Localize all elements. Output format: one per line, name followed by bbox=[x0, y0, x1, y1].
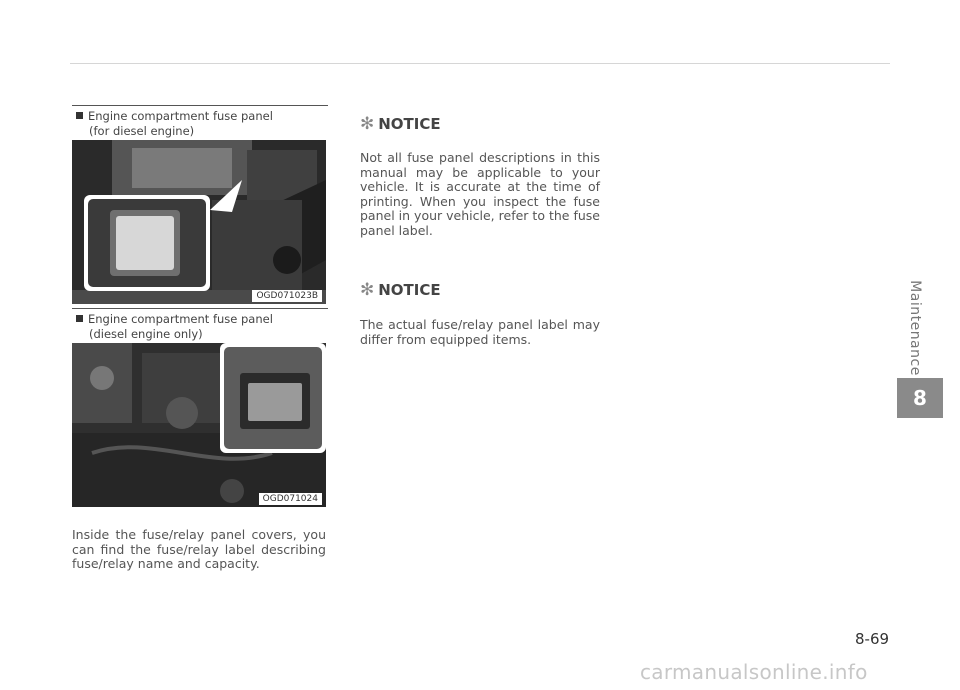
asterisk-star-icon: ✻ bbox=[360, 280, 375, 300]
square-bullet-icon bbox=[76, 112, 83, 119]
figure-1-caption-line2: (for diesel engine) bbox=[89, 124, 195, 138]
notice-1-heading bbox=[360, 114, 441, 134]
figure-1-photo bbox=[72, 140, 326, 304]
figure-2-caption bbox=[76, 312, 326, 342]
figure-2-caption-line2: (diesel engine only) bbox=[89, 327, 203, 341]
section-label-text: Maintenance bbox=[907, 280, 923, 376]
figure-2-top-rule bbox=[72, 308, 328, 309]
section-side-label bbox=[903, 282, 927, 374]
figure-1-top-rule bbox=[72, 105, 328, 106]
figure-1-code: OGD071023B bbox=[252, 290, 322, 302]
figure-1-caption bbox=[76, 109, 326, 139]
engine-fuse-panel-photo-1 bbox=[72, 140, 326, 304]
notice-2-text: The actual fuse/relay panel label may differ from equipped items. bbox=[360, 317, 600, 347]
page-number: 8-69 bbox=[855, 630, 890, 648]
chapter-tab: 8 bbox=[897, 378, 943, 418]
figure-2-photo bbox=[72, 343, 326, 507]
notice-1-heading-text: NOTICE bbox=[378, 115, 441, 133]
header-rule bbox=[70, 63, 890, 64]
figure-1-caption-line1: Engine compartment fuse panel bbox=[88, 109, 273, 123]
body-paragraph: Inside the fuse/relay panel covers, you can find the fuse/relay label describing fuse/relay name and capacity. bbox=[72, 527, 326, 571]
watermark: carmanualsonline.info bbox=[640, 660, 868, 684]
figure-2-caption-line1: Engine compartment fuse panel bbox=[88, 312, 273, 326]
asterisk-star-icon: ✻ bbox=[360, 114, 375, 134]
notice-1-text: Not all fuse panel descriptions in this manual may be applicable to your vehicle. It is accurate at the time of printing. When you inspect the fuse panel in your vehicle, refer to the fuse panel label. bbox=[360, 150, 600, 238]
notice-2-heading bbox=[360, 280, 441, 300]
engine-fuse-panel-photo-2 bbox=[72, 343, 326, 507]
figure-2-code: OGD071024 bbox=[259, 493, 322, 505]
notice-2-heading-text: NOTICE bbox=[378, 281, 441, 299]
square-bullet-icon bbox=[76, 315, 83, 322]
